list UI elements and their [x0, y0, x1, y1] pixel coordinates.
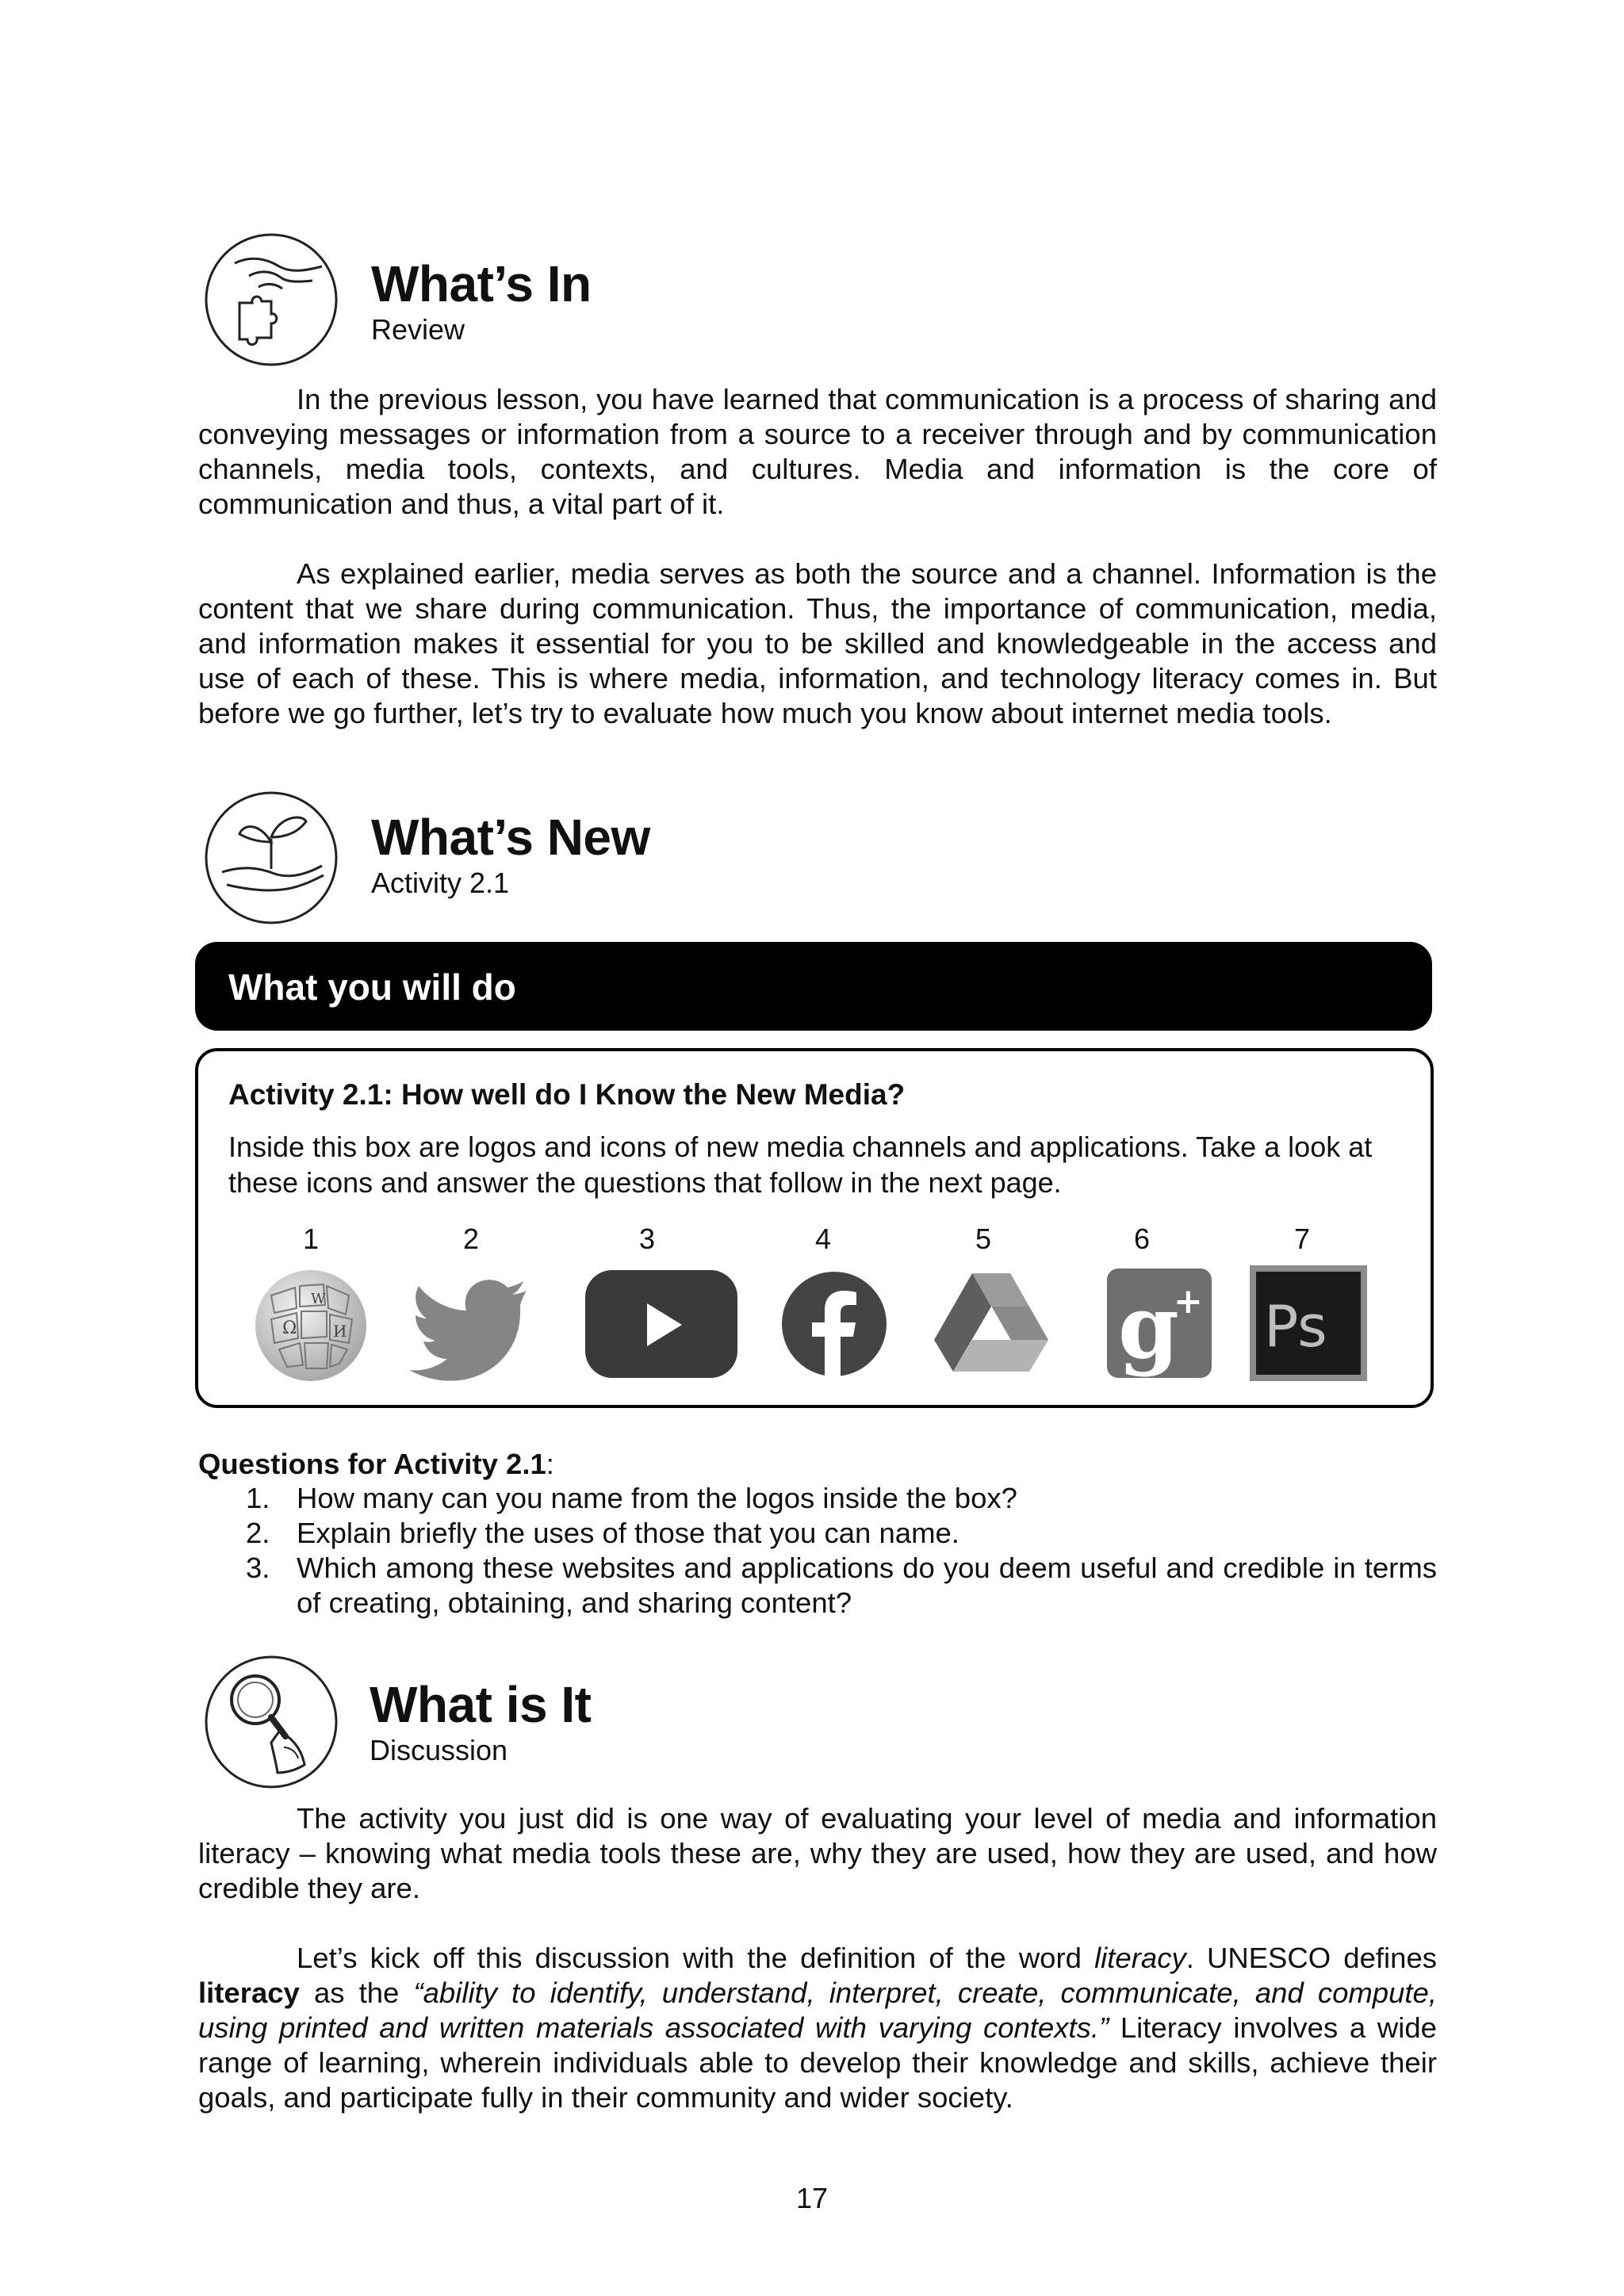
activity-title: Activity 2.1: How well do I Know the New Media? — [228, 1078, 906, 1111]
question-number: 1. — [246, 1482, 270, 1514]
activity-box — [195, 1048, 1434, 1408]
unesco-definition-quote: “ability to identify, understand, interpret, create, communicate, and compute, using printed and written materials associated with varying contexts.” — [198, 1976, 1437, 2044]
svg-text:W: W — [311, 1291, 326, 1307]
logo-number-7: 7 — [1293, 1223, 1311, 1255]
page-number: 17 — [795, 2182, 829, 2214]
banner-label: What you will do — [228, 966, 516, 1008]
question-number: 2. — [246, 1517, 270, 1549]
review-paragraph-1: In the previous lesson, you have learned that communication is a process of sharing and conveying messages or information from a source to a receiver through and by communication channels, media tools, contexts, and cultures. Media and information is the core of communication and thus, a vital part of it. — [198, 383, 1437, 520]
discussion-text-run: Let’s kick off this discussion with the definition of the word — [297, 1942, 1095, 1974]
whats-in-title: What’s In — [371, 255, 592, 312]
logo-number-1: 1 — [302, 1223, 320, 1255]
photoshop-logo-icon — [1247, 1264, 1370, 1383]
questions-list — [198, 1481, 1437, 1621]
twitter-logo-icon — [409, 1264, 536, 1383]
review-paragraph-2: As explained earlier, media serves as both the source and a channel. Information is the content that we share during communication. Thus, the importance of communication, media, and information makes it essential for you to be skilled and knowledgeable in the access and use of each of these. This is where media, information, and technology literacy comes in. But before we go further, let’s try to evaluate how much you know about internet media tools. — [198, 557, 1437, 729]
wikipedia-logo-icon — [247, 1264, 374, 1383]
discussion-paragraph-2 — [198, 1941, 1437, 2115]
question-number: 3. — [246, 1552, 270, 1584]
logo-number-4: 4 — [814, 1223, 832, 1255]
magnifier-hand-icon — [203, 1654, 339, 1790]
question-text: How many can you name from the logos inside the box? — [297, 1482, 1017, 1514]
literacy-term-bold: literacy — [198, 1976, 300, 2009]
plant-hand-icon — [203, 790, 339, 926]
review-text — [198, 382, 1437, 731]
what-is-it-title: What is It — [370, 1676, 592, 1733]
puzzle-hand-icon — [203, 232, 339, 368]
list-item — [198, 1481, 1437, 1516]
question-text: Explain briefly the uses of those that you can name. — [297, 1517, 959, 1549]
svg-text:Ω: Ω — [282, 1318, 297, 1338]
svg-text:И: И — [333, 1322, 347, 1341]
google-drive-logo-icon — [928, 1264, 1055, 1383]
activity-instructions: Inside this box are logos and icons of new media channels and applications. Take a look at these icons and answer the questions that follow in the next page. — [228, 1131, 1373, 1199]
discussion-text-run: . UNESCO defines — [1185, 1942, 1437, 1974]
list-item — [198, 1551, 1437, 1621]
discussion-paragraph-1: The activity you just did is one way of evaluating your level of media and information literacy – knowing what media tools these are, why they are used, how they are used, and how credible they are. — [198, 1802, 1437, 1904]
logo-number-6: 6 — [1133, 1223, 1151, 1255]
youtube-logo-icon — [584, 1264, 739, 1383]
svg-text:g: g — [1118, 1276, 1179, 1378]
photoshop-logo-text: Ps — [1264, 1293, 1327, 1360]
questions-heading-colon: : — [546, 1448, 554, 1480]
logo-number-2: 2 — [462, 1223, 480, 1255]
list-item — [198, 1516, 1437, 1551]
questions-heading-bold: Questions for Activity 2.1 — [198, 1448, 546, 1480]
discussion-text-run: Literacy involves a wide range of learning, wherein individuals able to develop their knowledge and skills, achieve their goals, and participate fully in their community and wider society. — [198, 2011, 1437, 2114]
whats-new-subtitle: Activity 2.1 — [371, 867, 510, 899]
whats-new-title: What’s New — [371, 809, 650, 866]
what-you-will-do-banner — [195, 942, 1432, 1031]
google-plus-logo-icon — [1096, 1264, 1223, 1383]
svg-text:+: + — [1174, 1281, 1203, 1322]
what-is-it-subtitle: Discussion — [370, 1734, 508, 1766]
discussion-text — [198, 1801, 1437, 2115]
whats-in-subtitle: Review — [371, 313, 465, 346]
logo-number-3: 3 — [638, 1223, 656, 1255]
logo-number-5: 5 — [975, 1223, 992, 1255]
facebook-logo-icon — [771, 1264, 898, 1383]
literacy-term-italic: literacy — [1094, 1942, 1186, 1974]
discussion-text-run: as the — [299, 1976, 414, 2009]
questions-heading — [198, 1448, 554, 1481]
question-text: Which among these websites and applications do you deem useful and credible in terms of creating, obtaining, and sharing content? — [297, 1552, 1437, 1619]
